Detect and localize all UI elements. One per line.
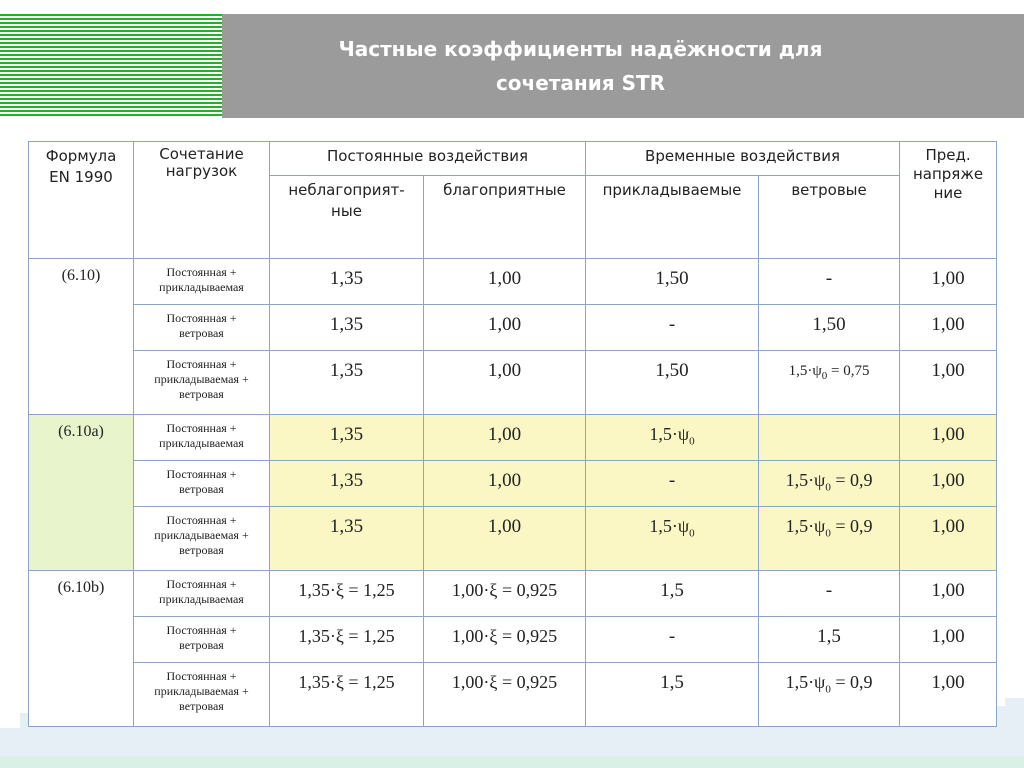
combination-cell: Постоянная + прикладываемая	[134, 571, 270, 617]
table-row	[29, 617, 997, 663]
combination-cell: Постоянная + прикладываемая + ветровая	[134, 663, 270, 727]
table-row	[29, 351, 997, 415]
green-stripes-decoration	[0, 14, 222, 118]
title-bar	[222, 14, 1024, 118]
combination-cell: Постоянная + прикладываемая	[134, 259, 270, 305]
value-cell: 1,00	[424, 351, 586, 415]
header-favorable: благоприятные	[424, 176, 586, 259]
value-cell: 1,00	[900, 461, 997, 507]
table-row	[29, 259, 997, 305]
combination-cell: Постоянная + прикладываемая + ветровая	[134, 507, 270, 571]
value-cell: -	[759, 571, 900, 617]
header-variable: Временные воздействия	[586, 142, 900, 176]
value-cell: 1,00	[900, 415, 997, 461]
value-cell	[759, 415, 900, 461]
value-cell: -	[586, 461, 759, 507]
table-row	[29, 571, 997, 617]
value-cell: 1,35	[270, 351, 424, 415]
value-cell: 1,50	[586, 351, 759, 415]
header-permanent: Постоянные воздействия	[270, 142, 586, 176]
table-row	[29, 305, 997, 351]
value-cell: $1,5\cdot\psi_0$	[586, 415, 759, 461]
value-cell: -	[586, 617, 759, 663]
value-cell: 1,00	[424, 305, 586, 351]
value-cell: 1,00	[900, 305, 997, 351]
value-cell: 1,00	[424, 461, 586, 507]
value-cell: -	[586, 305, 759, 351]
slide-title: Частные коэффициенты надёжности для сочетания STR	[338, 37, 823, 95]
value-cell: 1,35	[270, 507, 424, 571]
value-cell: 1,00	[900, 663, 997, 727]
formula-cell: (6.10)	[29, 259, 134, 415]
value-cell: $1,5\cdot\psi_0 = 0,9$	[759, 507, 900, 571]
header-formula: Формула EN 1990	[29, 142, 134, 259]
combination-cell: Постоянная + прикладываемая + ветровая	[134, 351, 270, 415]
header-unfavorable: неблагоприят- ные	[270, 176, 424, 259]
value-cell: 1,50	[586, 259, 759, 305]
value-cell: 1,00·ξ = 0,925	[424, 617, 586, 663]
value-cell: 1,00	[900, 617, 997, 663]
value-cell: 1,50	[759, 305, 900, 351]
value-cell: 1,35	[270, 305, 424, 351]
value-cell: 1,35	[270, 415, 424, 461]
value-cell: $1,5\cdot\psi_0 = 0,75$	[759, 351, 900, 415]
combination-cell: Постоянная + ветровая	[134, 305, 270, 351]
table-row	[29, 415, 997, 461]
value-cell: 1,35·ξ = 1,25	[270, 571, 424, 617]
value-cell: 1,35	[270, 461, 424, 507]
value-cell: 1,00·ξ = 0,925	[424, 571, 586, 617]
header-wind: ветровые	[759, 176, 900, 259]
combination-cell: Постоянная + прикладываемая	[134, 415, 270, 461]
table-row	[29, 507, 997, 571]
value-cell: -	[759, 259, 900, 305]
table-row	[29, 461, 997, 507]
value-cell: 1,00	[900, 259, 997, 305]
value-cell: 1,00·ξ = 0,925	[424, 663, 586, 727]
header-combination: Сочетание нагрузок	[134, 142, 270, 259]
value-cell: 1,00	[424, 507, 586, 571]
value-cell: 1,35	[270, 259, 424, 305]
value-cell: 1,35·ξ = 1,25	[270, 617, 424, 663]
value-cell: 1,5	[759, 617, 900, 663]
value-cell: $1,5\cdot\psi_0 = 0,9$	[759, 461, 900, 507]
value-cell: 1,5	[586, 663, 759, 727]
value-cell: 1,00	[424, 259, 586, 305]
str-coefficients-table	[28, 141, 997, 727]
value-cell: 1,00	[900, 571, 997, 617]
value-cell: $1,5\cdot\psi_0$	[586, 507, 759, 571]
header-applied: прикладываемые	[586, 176, 759, 259]
value-cell: 1,35·ξ = 1,25	[270, 663, 424, 727]
combination-cell: Постоянная + ветровая	[134, 617, 270, 663]
header-prestress: Пред. напряже ние	[900, 142, 997, 259]
value-cell: 1,00	[900, 507, 997, 571]
value-cell: 1,00	[424, 415, 586, 461]
combination-cell: Постоянная + ветровая	[134, 461, 270, 507]
value-cell: 1,5	[586, 571, 759, 617]
value-cell: $1,5\cdot\psi_0 = 0,9$	[759, 663, 900, 727]
formula-cell: (6.10a)	[29, 415, 134, 571]
formula-cell: (6.10b)	[29, 571, 134, 727]
table-row	[29, 663, 997, 727]
value-cell: 1,00	[900, 351, 997, 415]
